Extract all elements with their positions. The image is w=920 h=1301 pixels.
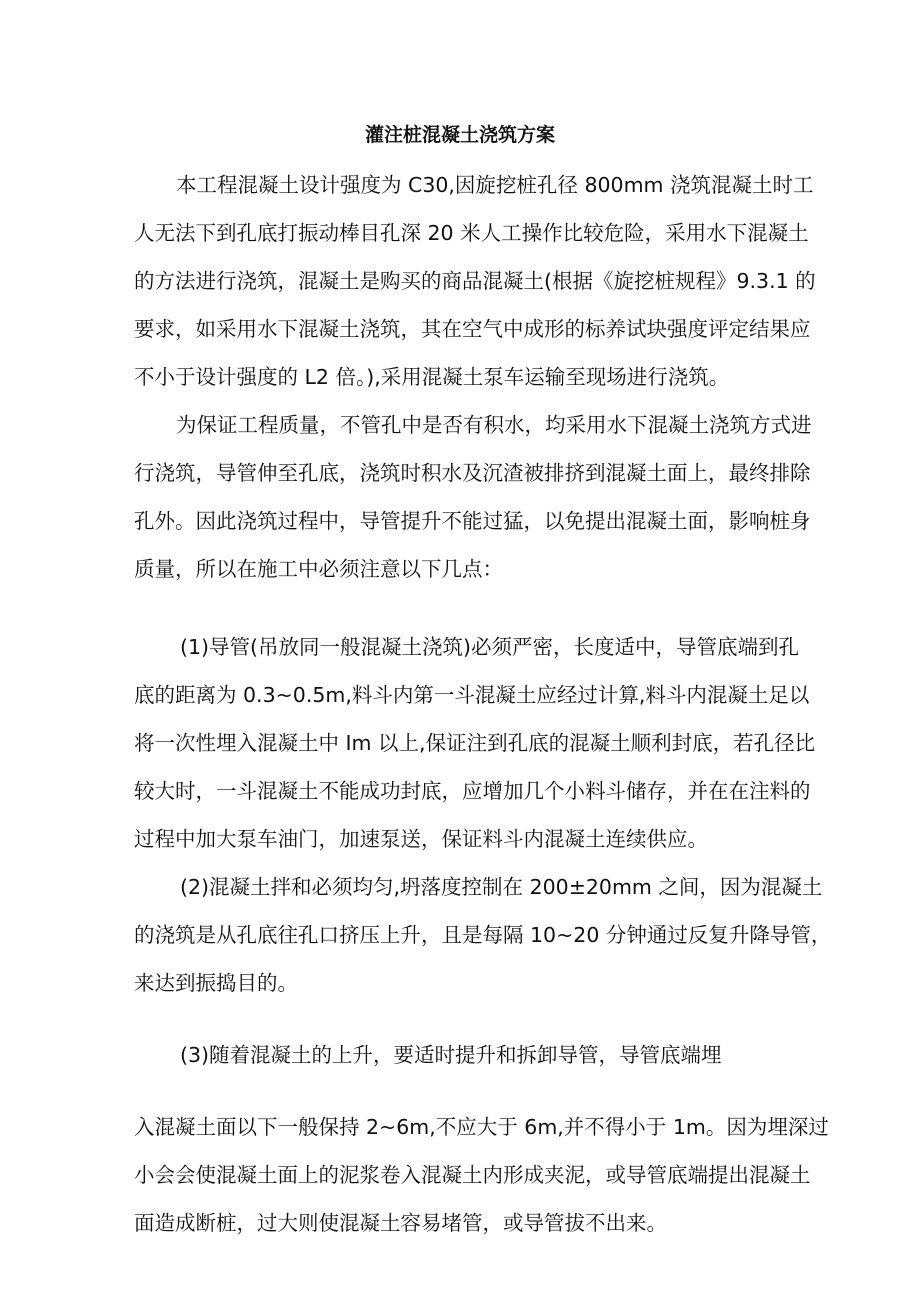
paragraph-line: 过程中加大泵车油门，加速泵送，保证料斗内混凝土连续供应。	[134, 827, 708, 851]
paragraph-line: (2)混凝土拌和必须均匀,坍落度控制在 200±20mm 之间，因为混凝土	[180, 875, 823, 899]
paragraph-line: 孔外。因此浇筑过程中，导管提升不能过猛，以免提出混凝土面，影响桩身	[134, 509, 811, 533]
paragraph-line: 面造成断桩，过大则使混凝土容易堵管，或导管拔不出来。	[134, 1211, 667, 1235]
paragraph-line: 本工程混凝土设计强度为 C30,因旋挖桩孔径 800mm 浇筑混凝土时工	[176, 173, 814, 197]
paragraph-line: 的浇筑是从孔底往孔口挤压上升，且是每隔 10~20 分钟通过反复升降导管，	[134, 923, 832, 947]
paragraph-line: 的方法进行浇筑，混凝土是购买的商品混凝土(根据《旋挖桩规程》9.3.1 的	[134, 269, 816, 293]
paragraph-line: 要求，如采用水下混凝土浇筑，其在空气中成形的标养试块强度评定结果应	[134, 317, 811, 341]
paragraph-line: 将一次性埋入混凝土中 Im 以上,保证注到孔底的混凝土顺利封底，若孔径比	[134, 731, 816, 755]
paragraph-line: 小会会使混凝土面上的泥浆卷入混凝土内形成夹泥，或导管底端提出混凝土	[134, 1163, 811, 1187]
paragraph-line: (3)随着混凝土的上升，要适时提升和拆卸导管，导管底端埋	[180, 1043, 722, 1067]
paragraph-line: 质量，所以在施工中必须注意以下几点：	[134, 557, 503, 581]
document-title: 灌注桩混凝土浇筑方案	[364, 124, 555, 146]
paragraph-line: 来达到振捣目的。	[134, 971, 298, 995]
paragraph-line: 底的距离为 0.3~0.5m,料斗内第一斗混凝土应经过计算,料斗内混凝土足以	[134, 683, 810, 707]
paragraph-line: 人无法下到孔底打振动棒目孔深 20 米人工操作比较危险，采用水下混凝土	[134, 221, 809, 245]
paragraph-line: 入混凝土面以下一般保持 2~6m,不应大于 6m,并不得小于 1m。因为埋深过	[134, 1115, 829, 1139]
paragraph-line: (1)导管(吊放同一般混凝土浇筑)必须严密，长度适中，导管底端到孔	[180, 635, 800, 659]
paragraph-line: 行浇筑，导管伸至孔底，浇筑时积水及沉渣被排挤到混凝土面上，最终排除	[134, 461, 811, 485]
paragraph-line: 为保证工程质量，不管孔中是否有积水，均采用水下混凝土浇筑方式进	[176, 413, 812, 437]
paragraph-line: 不小于设计强度的 L2 倍。),采用混凝土泵车运输至现场进行浇筑。	[134, 365, 730, 389]
paragraph-line: 较大时，一斗混凝土不能成功封底，应增加几个小料斗储存，并在在注料的	[134, 779, 811, 803]
